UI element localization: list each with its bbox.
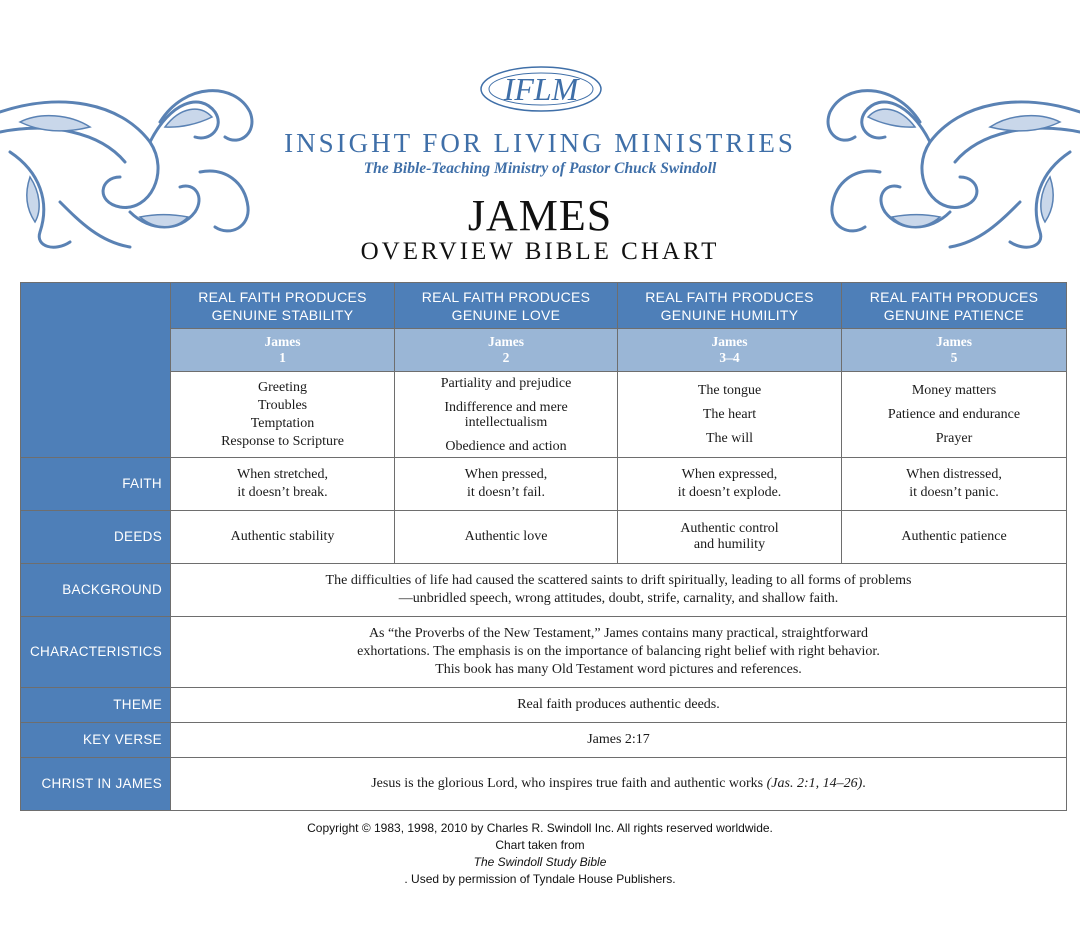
key-verse-row: [21, 723, 1067, 758]
org-name: INSIGHT FOR LIVING MINISTRIES: [284, 128, 796, 158]
row-label-characteristics: CHARACTERISTICS: [21, 617, 171, 688]
logo-monogram: IFLM: [503, 71, 579, 107]
background-text: The difficulties of life had caused the scattered saints to drift spiritually, leading to all forms of problems—unbridled speech, wrong attitudes, doubt, strife, carnality, and shallow faith.: [171, 564, 1067, 617]
page-title: JAMES: [467, 191, 613, 240]
topic-list: Partiality and prejudice Indifference and mere intellectualism Obedience and action: [395, 372, 618, 458]
chapter-ref: James 5: [842, 329, 1067, 372]
row-label-faith: FAITH: [21, 458, 171, 511]
faith-cell: When pressed, it doesn’t fail.: [395, 458, 618, 511]
topic-list: The tongue The heart The will: [618, 372, 842, 458]
chapter-ref-row: [21, 329, 1067, 372]
section-heading: REAL FAITH PRODUCES GENUINE PATIENCE: [842, 283, 1067, 329]
overview-chart-table: [20, 282, 1067, 811]
christ-scripture-ref: (Jas. 2:1, 14–26): [766, 776, 863, 791]
topics-row: [21, 372, 1067, 458]
topic-list: Money matters Patience and endurance Prayer: [842, 372, 1067, 458]
christ-text: Jesus is the glorious Lord, who inspires true faith and authentic works (Jas. 2:1, 14–26).: [171, 758, 1067, 811]
faith-row: [21, 458, 1067, 511]
tagline: The Bible-Teaching Ministry of Pastor Chuck Swindoll: [363, 160, 717, 177]
copyright-footer: [0, 820, 1080, 888]
christ-row: [21, 758, 1067, 811]
faith-cell: When stretched, it doesn’t break.: [171, 458, 395, 511]
row-label-theme: THEME: [21, 688, 171, 723]
section-heading: REAL FAITH PRODUCES GENUINE STABILITY: [171, 283, 395, 329]
key-verse-text: James 2:17: [171, 723, 1067, 758]
deeds-cell: Authentic love: [395, 511, 618, 564]
theme-row: [21, 688, 1067, 723]
background-row: [21, 564, 1067, 617]
characteristics-row: [21, 617, 1067, 688]
topic-list: Greeting Troubles Temptation Response to Scripture: [171, 372, 395, 458]
chapter-ref: James 2: [395, 329, 618, 372]
chapter-ref: James 1: [171, 329, 395, 372]
copyright-line: Copyright © 1983, 1998, 2010 by Charles R. Swindoll Inc. All rights reserved worldwide.: [307, 821, 773, 835]
section-heading: REAL FAITH PRODUCES GENUINE LOVE: [395, 283, 618, 329]
deeds-cell: Authentic patience: [842, 511, 1067, 564]
row-label-christ: CHRIST IN JAMES: [21, 758, 171, 811]
characteristics-text: As “the Proverbs of the New Testament,” James contains many practical, straightforward exhortations. The emphasis is on the importance of balancing right belief with right behavior. This book has many Old Testament word pictures and references.: [171, 617, 1067, 688]
chapter-ref: James 3–4: [618, 329, 842, 372]
faith-cell: When expressed, it doesn’t explode.: [618, 458, 842, 511]
deeds-cell: Authentic stability: [171, 511, 395, 564]
row-label-key-verse: KEY VERSE: [21, 723, 171, 758]
deeds-row: [21, 511, 1067, 564]
page-subtitle: OVERVIEW BIBLE CHART: [360, 238, 720, 265]
source-line: Chart taken from The Swindoll Study Bible . Used by permission of Tyndale House Publishers.: [404, 838, 676, 886]
faith-cell: When distressed, it doesn’t panic.: [842, 458, 1067, 511]
row-label-background: BACKGROUND: [21, 564, 171, 617]
section-heading-row: [21, 283, 1067, 329]
corner-cell: [21, 283, 171, 458]
ministry-logo-icon: [474, 58, 608, 120]
deeds-cell: Authentic control and humility: [618, 511, 842, 564]
theme-text: Real faith produces authentic deeds.: [171, 688, 1067, 723]
section-heading: REAL FAITH PRODUCES GENUINE HUMILITY: [618, 283, 842, 329]
row-label-deeds: DEEDS: [21, 511, 171, 564]
